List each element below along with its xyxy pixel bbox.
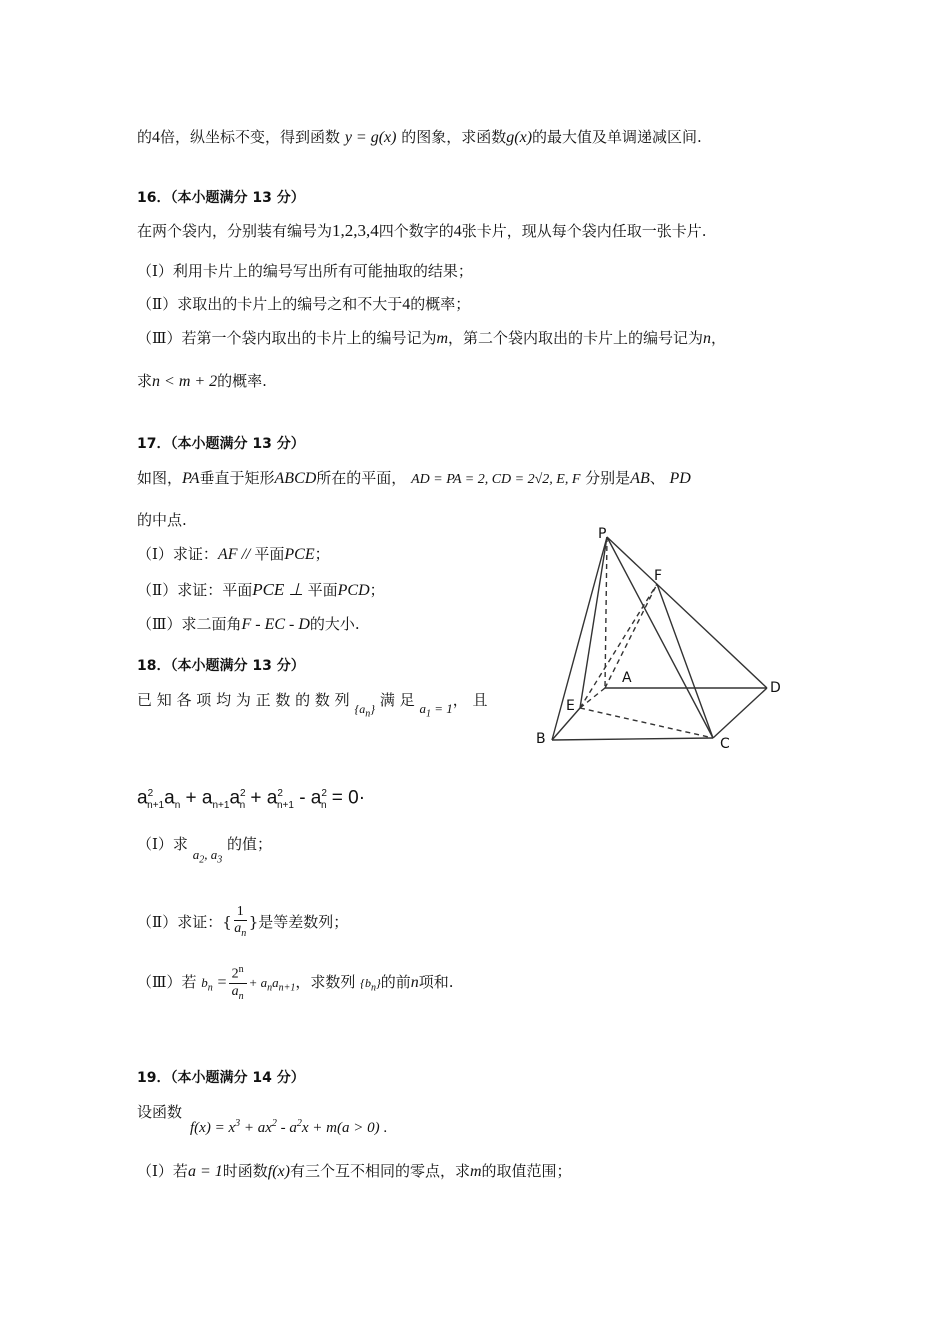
q19-title: 19．（本小题满分 14 分） [137,1070,305,1086]
q19-function: $f(x) = x^3 + ax^2 - a^2x + m(a > 0)$ . [190,1118,388,1136]
label-C: C [720,736,730,752]
edge-bc [552,738,713,740]
q18-part2: （Ⅱ）求证：{ $\frac{1}{a_n}$ }是等差数列； [137,904,349,939]
label-A: A [622,670,632,686]
q18-part1: （Ⅰ）求 $a_2$, $a_3$ 的值； [137,835,273,866]
q17-part2: （Ⅱ）求证：平面PCE ⊥ 平面PCD； [137,580,385,599]
q18-title: 18．（本小题满分 13 分） [137,658,305,674]
edge-ea [580,688,605,708]
q17-title: 17．（本小题满分 13 分） [137,436,305,452]
label-E: E [566,698,575,714]
edge-fc [657,584,713,738]
q19-part1: （Ⅰ）若a = 1时函数f(x)有三个互不相同的零点，求m的取值范围； [137,1162,572,1180]
q16-part2: （Ⅱ）求取出的卡片上的编号之和不大于4的概率； [137,295,471,313]
q17-intro-cont: 的中点. [137,511,187,529]
label-D: D [770,680,781,696]
q18-part3: （Ⅲ）若 $b_n$ = $\frac{2^n}{a_n}$ + $a_na_{n+1}$，求数列 $\{b_n\}$的前n项和. [137,964,454,1002]
q18-recurrence: $a^2_{n+1}a_n + a_{n+1}a^2_n + a^2_{n+1} - a^2_n = 0\cdot$ [137,787,366,812]
q17-part3: （Ⅲ）求二面角F - EC - D的大小. [137,615,360,633]
q16-part3: （Ⅲ）若第一个袋内取出的卡片上的编号记为m，第二个袋内取出的卡片上的编号记为n， [137,329,727,347]
q15-tail-line: 的4倍，纵坐标不变，得到函数 y = g(x) 的图象，求函数g(x)的最大值及单调递减区间. [137,128,702,146]
q16-title: 16．（本小题满分 13 分） [137,190,305,206]
q19-intro: 设函数 [137,1103,183,1121]
label-B: B [536,731,546,747]
q18-intro: 已 知 各 项 均 为 正 数 的 数 列 $_{\{a_n\}}$ 满 足 $a_1 = 1$， 且 [137,691,488,720]
q16-intro: 在两个袋内，分别装有编号为1,2,3,4四个数字的4张卡片，现从每个袋内任取一张卡片. [137,221,707,240]
q16-part3-cont: 求n < m + 2的概率. [137,372,267,390]
label-P: P [598,526,607,542]
q17-intro: 如图，PA垂直于矩形ABCD所在的平面， AD = PA = 2, CD = 2√2, E, F 分别是AB、 PD [137,469,691,487]
q17-part1: （Ⅰ）求证：AF // 平面PCE； [137,545,330,563]
edge-ef [580,584,657,708]
edge-cd [713,688,767,738]
q16-part1: （Ⅰ）利用卡片上的编号写出所有可能抽取的结果； [137,262,473,280]
pyramid-figure [530,520,800,760]
edge-ec [580,708,713,738]
label-F: F [654,568,663,584]
